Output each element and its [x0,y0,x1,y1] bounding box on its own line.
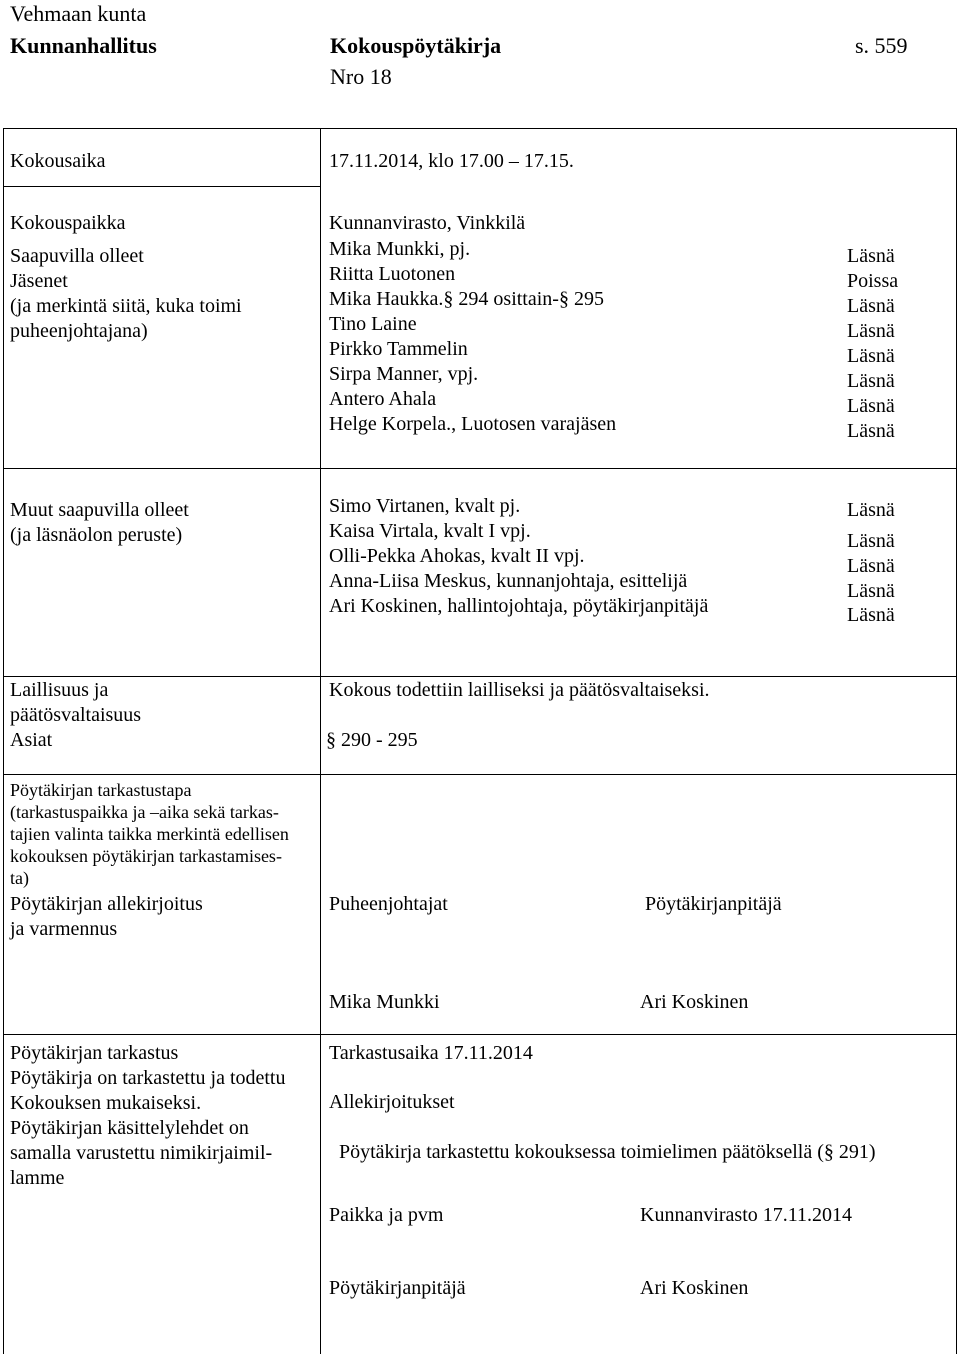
review-time: Tarkastusaika 17.11.2014 [329,1042,533,1064]
member-name: Helge Korpela., Luotosen varajäsen [329,413,617,435]
table-right-border [956,128,957,1354]
document-type: Kokouspöytäkirja [330,33,502,58]
row-divider-2 [3,468,957,469]
row-divider-3 [3,676,957,677]
protocol-number: Nro 18 [330,64,392,89]
other-status: Läsnä [847,580,895,602]
meeting-place-value: Kunnanvirasto, Vinkkilä [329,212,526,234]
signature-label: Pöytäkirjan allekirjoitus ja varmennus [10,893,203,940]
member-status: Läsnä [847,245,895,267]
table-left-border [3,128,4,1354]
other-status: Läsnä [847,530,895,552]
member-name: Pirkko Tammelin [329,338,468,360]
member-name: Tino Laine [329,313,417,335]
member-status: Läsnä [847,370,895,392]
secretary-label-2: Pöytäkirjanpitäjä [329,1277,466,1299]
other-name: Kaisa Virtala, kvalt I vpj. [329,520,531,542]
check-method-label: Pöytäkirjan tarkastustapa (tarkastuspaikka ja –aika sekä tarkas- tajien valinta taikka merkintä edellisen kokouksen pöytäkirjan tarkastamises- ta) [10,780,289,888]
review-note: Pöytäkirja tarkastettu kokouksessa toimielimen päätöksellä (§ 291) [339,1141,876,1163]
others-label: Muut saapuvilla olleet (ja läsnäolon peruste) [10,499,189,546]
member-status: Poissa [847,270,899,292]
others-list [329,494,708,619]
signatures-label: Allekirjoitukset [329,1091,455,1113]
other-name: Olli-Pekka Ahokas, kvalt II vpj. [329,545,585,567]
row-divider-4 [3,774,957,775]
other-status: Läsnä [847,555,895,577]
member-status: Läsnä [847,420,895,442]
member-status: Läsnä [847,295,895,317]
meeting-place-label: Kokouspaikka [10,212,126,234]
other-name: Ari Koskinen, hallintojohtaja, pöytäkirjanpitäjä [329,595,709,617]
secretary-label: Pöytäkirjanpitäjä [645,893,782,915]
items-label: Asiat [10,729,53,751]
member-list [329,237,616,437]
member-status: Läsnä [847,320,895,342]
chairs-label: Puheenjohtajat [329,893,448,915]
other-status: Läsnä [847,499,895,521]
place-date-value: Kunnanvirasto 17.11.2014 [640,1204,853,1226]
other-status: Läsnä [847,604,895,626]
member-name: Riitta Luotonen [329,263,456,285]
secretary-name: Ari Koskinen [640,991,749,1013]
row-divider-1 [3,186,320,187]
row-divider-5 [3,1034,957,1035]
meeting-time-label: Kokousaika [10,150,106,172]
body-name: Kunnanhallitus [10,33,157,58]
member-name: Mika Munkki, pj. [329,238,471,260]
legality-value: Kokous todettiin lailliseksi ja päätösvaltaiseksi. [329,679,710,701]
other-name: Anna-Liisa Meskus, kunnanjohtaja, esittelijä [329,570,688,592]
present-label: Saapuvilla olleet Jäsenet (ja merkintä siitä, kuka toimi puheenjohtajana) [10,245,242,342]
chair-name: Mika Munkki [329,991,440,1013]
review-label: Pöytäkirjan tarkastus Pöytäkirja on tarkastettu ja todettu Kokouksen mukaiseksi. Pöytäkirjan käsittelylehdet on samalla varustettu nimikirjaimil- lamme [10,1042,286,1189]
member-name: Antero Ahala [329,388,437,410]
table-top-border [3,128,957,129]
meeting-time-value: 17.11.2014, klo 17.00 – 17.15. [329,150,574,172]
items-value: § 290 - 295 [326,729,418,751]
place-date-label: Paikka ja pvm [329,1204,444,1226]
member-name: Mika Haukka.§ 294 osittain-§ 295 [329,288,604,310]
member-status-list [847,244,898,444]
other-name: Simo Virtanen, kvalt pj. [329,495,521,517]
municipality-name: Vehmaan kunta [10,1,147,26]
legality-label: Laillisuus ja päätösvaltaisuus [10,679,142,726]
member-name: Sirpa Manner, vpj. [329,363,479,385]
column-divider [320,128,321,1354]
page-number: s. 559 [855,33,908,58]
member-status: Läsnä [847,395,895,417]
member-status: Läsnä [847,345,895,367]
secretary-name-2: Ari Koskinen [640,1277,749,1299]
